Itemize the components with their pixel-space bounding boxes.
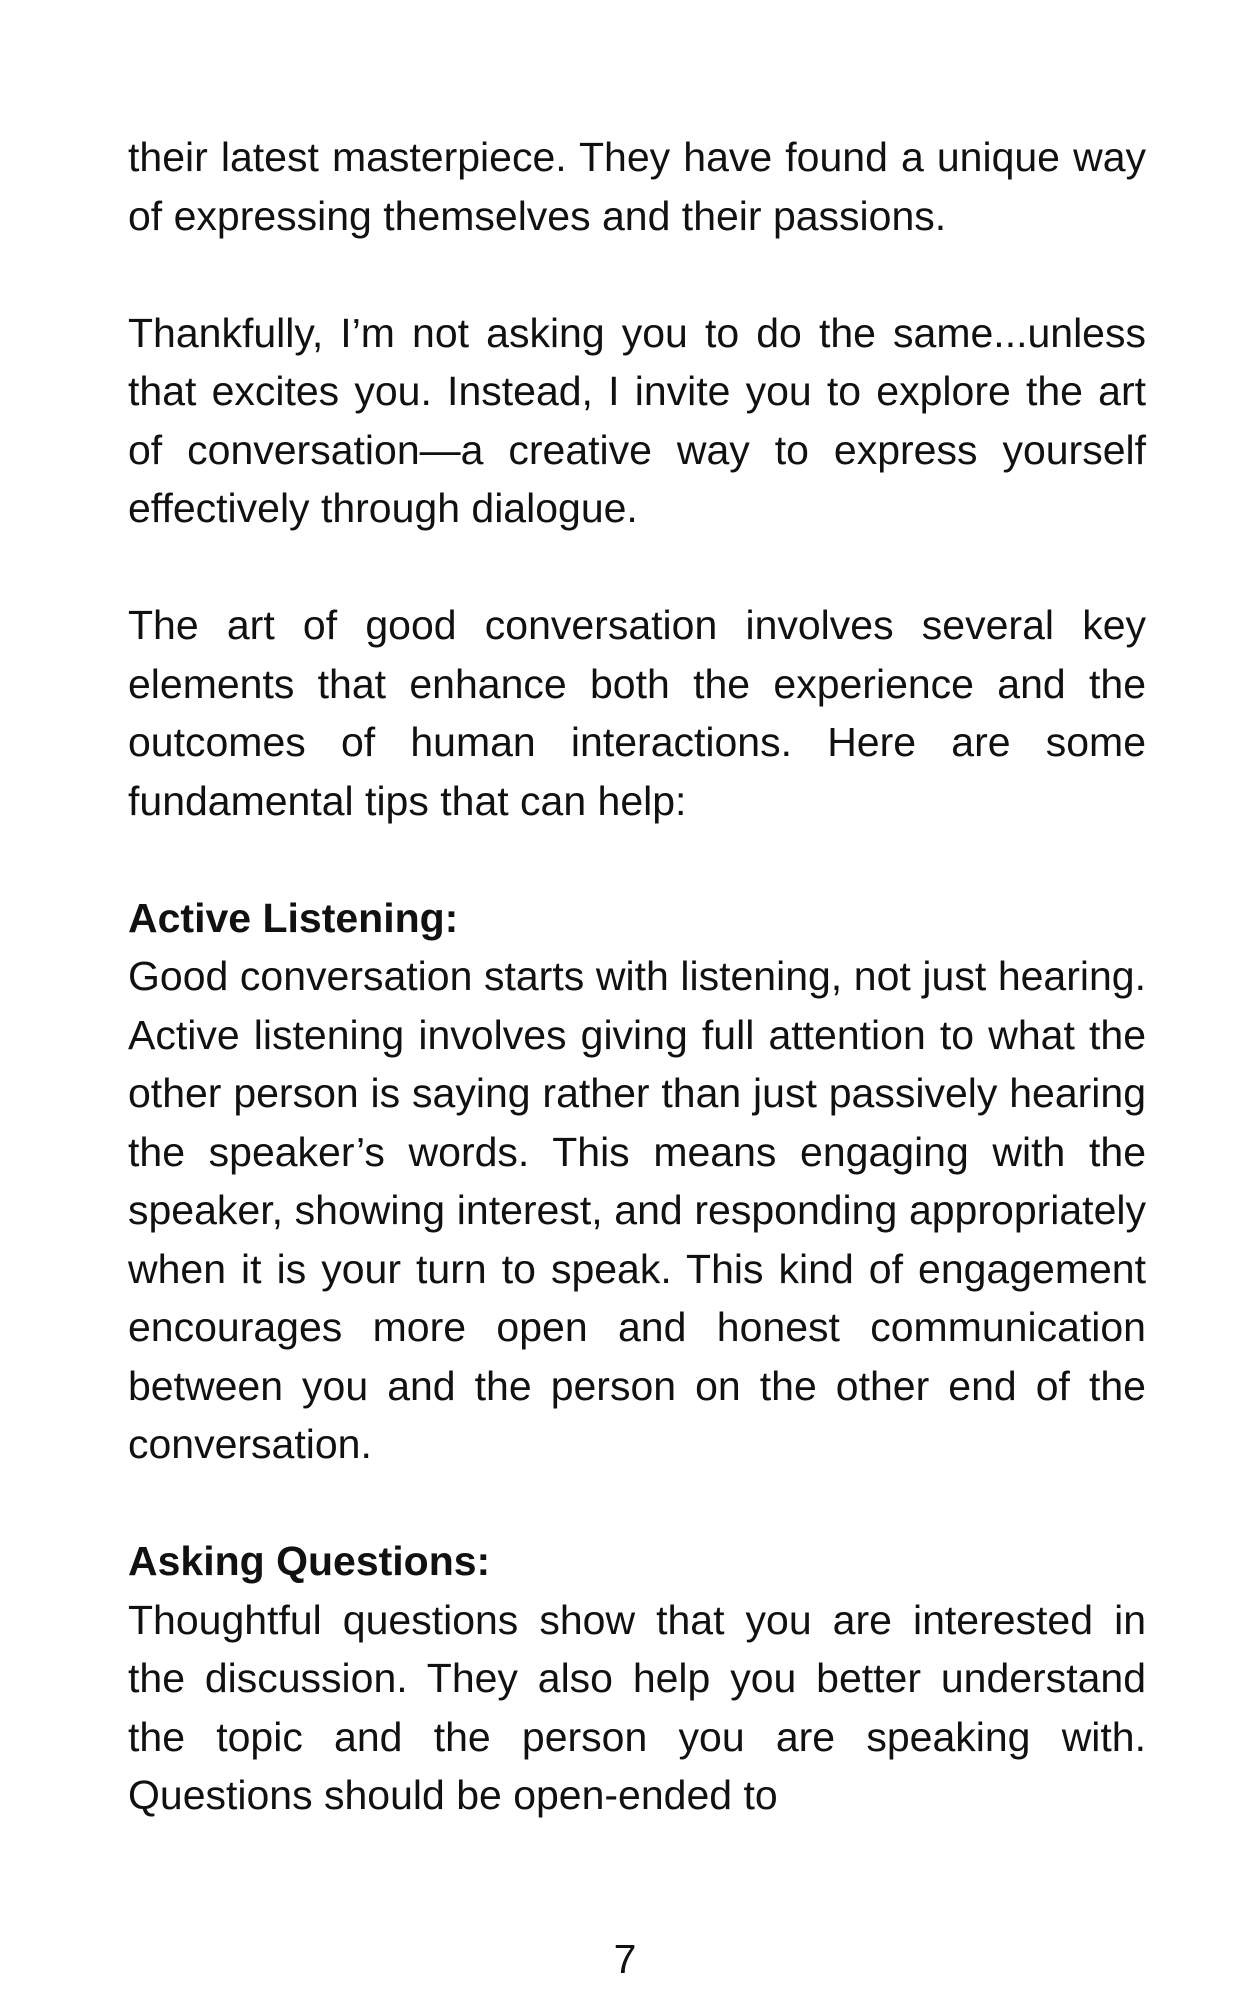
page-number: 7 <box>613 1936 637 1982</box>
section-heading: Active Listening: <box>128 894 459 941</box>
intro-paragraph-2: Thankfully, I’m not asking you to do the same...unless that excites you. Instead, I invite you to explore the art of conversation—a creative way to express yourself effectively through dialogue. <box>128 309 1146 531</box>
section-heading: Asking Questions: <box>128 1538 491 1584</box>
section-asking-questions <box>128 1532 1146 1825</box>
section-body: Thoughtful questions show that you are interested in the discussion. They also help you better understand the topic and the person you are speaking with. Questions should be open-ended to <box>128 1596 1146 1818</box>
section-active-listening <box>128 889 1146 1474</box>
section-body: Good conversation starts with listening, not just hearing. Active listening involves giving full attention to what the other person is saying rather than just passively hearing the speaker’s words. This means engaging with the speaker, showing interest, and responding appropriately when it is your turn to speak. This kind of engagement encourages more open and honest communication between you and the person on the other end of the conversation. <box>128 953 1146 1467</box>
page-body <box>128 128 1146 1883</box>
intro-paragraph-3: The art of good conversation involves several key elements that enhance both the experience and the outcomes of human interactions. Here are some fundamental tips that can help: <box>128 602 1146 824</box>
intro-paragraph-1: their latest masterpiece. They have found a unique way of expressing themselves and their passions. <box>128 134 1146 239</box>
